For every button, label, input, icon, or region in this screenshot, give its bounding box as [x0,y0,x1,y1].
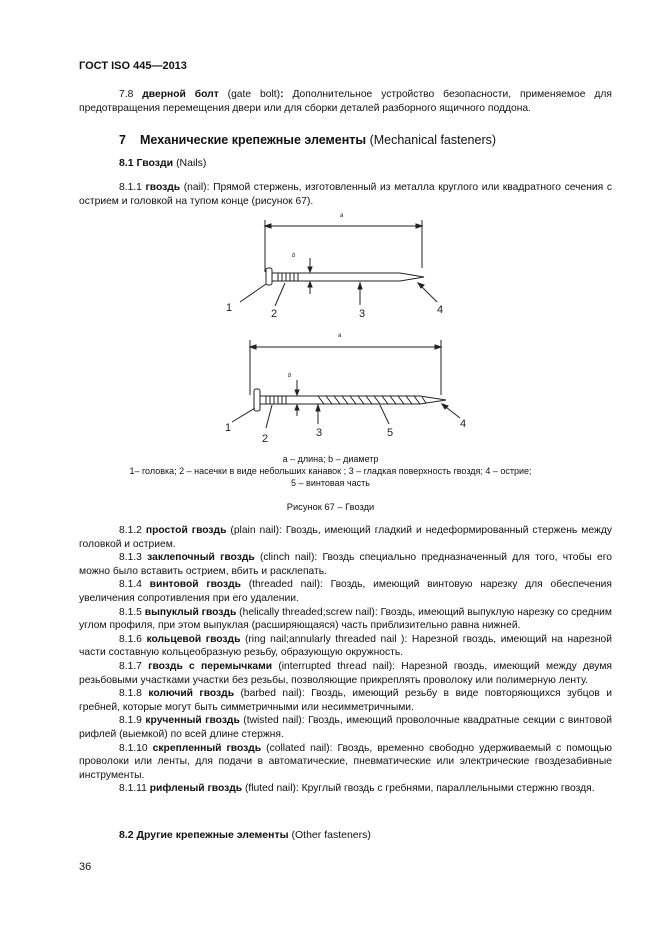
term-number: 8.1.11 [119,783,147,795]
label-4-bottom: 4 [460,418,467,430]
term-english: (barbed nail): [240,688,305,700]
term-definition: Прямой стержень, изготовленный из металла круглого или квадратного сечения с острием и головкой на тупом конце (рисунок 67). [79,182,612,207]
term-paragraph [79,551,612,578]
term-english: (plain nail): [230,525,282,536]
term-number: 8.1.9 [119,715,142,727]
term-number: 8.1.4 [119,579,142,591]
nail-shank-icon [272,273,424,281]
section-number: 7 [119,133,126,147]
label-4-top: 4 [437,304,444,316]
term-paragraph [79,714,612,741]
figure-caption-line2: 1– головка; 2 – насечки в виде небольших канавок ; 3 – гладкая поверхность гвоздя; 4 – острие; [129,466,532,476]
term-definition: Гвоздь, временно свободно удерживаемый с помощью проволоки или ленты, для подачи в автоматические, пневматические или электрические гвоздезабивные инструменты. [79,742,612,781]
label-2-bottom: 2 [262,433,269,445]
term-paragraph [79,578,612,605]
term-paragraph [79,660,612,687]
label-5-bottom: 5 [387,427,394,439]
nail-head-icon [266,268,272,285]
label-3-bottom: 3 [316,427,323,439]
dim-b-label-top: b [292,253,296,259]
term-english: (nail): [183,182,210,193]
dim-a-label-top: a [340,213,344,219]
term-english: (helically threaded;screw nail): [239,606,378,618]
term-name: простой гвоздь [145,525,227,536]
term-name: гвоздь [145,182,181,193]
term-number: 8.1.8 [119,688,142,700]
term-number: 8.1.5 [119,606,142,618]
subsection-english: (Other fasteners) [291,829,371,841]
figure-caption-line3: 5 – винтовая часть [291,478,370,488]
term-definition: Нарезной гвоздь, имеющий на нарезной части составную кольцеобразную резьбу, образующую окружность. [79,633,612,659]
term-definition: Гвоздь, имеющий проволочные квадратные секции с винтовой рифлей (выемкой) по всей длине стержня. [79,715,612,740]
label-1-top: 1 [226,302,233,314]
term-definition: Гвоздь, имеющий винтовую нарезку для обеспечения увеличения сопротивления при его удалении. [79,579,612,604]
term-number: 8.1.7 [119,660,142,672]
document-header: ГОСТ ISO 445—2013 [79,60,187,72]
term-number: 8.1.6 [119,633,142,645]
term-name: заклепочный гвоздь [147,552,255,564]
section-title: Механические крепежные элементы [140,133,367,147]
label-2-top: 2 [271,308,278,320]
page-number: 36 [79,861,92,873]
term-number: 8.1.2 [119,525,142,536]
term-english: (collated nail): [266,742,333,754]
section-english: (Mechanical fasteners) [369,133,497,147]
term-name: кольцевой гвоздь [146,633,241,645]
term-name: скрепленный гвоздь [152,742,262,754]
helical-thread-icon [318,396,426,404]
term-definition: Круглый гвоздь с гребнями, параллельными стержню гвоздя. [301,783,595,795]
term-name: крученный гвоздь [145,715,240,727]
term-definition: Нарезной гвоздь, имеющий между двумя резьбовыми участками участки без резьбы, позволяющие прикреплять проволоку или полимерную ленту. [79,660,612,686]
subsection-title: 8.1 Гвозди [119,157,174,169]
term-english: (fluted nail): [244,783,299,795]
term-paragraph [79,687,612,714]
term-english: (threaded nail): [248,579,323,591]
term-number: 8.1.3 [119,552,142,564]
term-name: колючий гвоздь [148,688,235,700]
terms-list [79,524,612,796]
subsection-title: 8.2 Другие крепежные элементы [119,829,289,841]
term-paragraph [79,742,612,783]
label-1-bottom: 1 [225,422,232,434]
dim-a-label-bottom: a [338,333,342,339]
figure-title: Рисунок 67 – Гвозди [286,502,375,512]
section-8-2-heading [119,829,371,843]
label-3-top: 3 [359,308,366,320]
term-number: 7.8 [119,89,134,100]
figure-caption-line1: a – длина; b – диаметр [282,454,379,464]
term-definition: Дополнительное устройство безопасности, применяемое для предотвращения перемещения двери или для сборки деталей разборного ящичного поддона. [79,89,612,114]
term-english: (gate bolt) [227,89,281,100]
term-name: гвоздь с перемычками [148,660,273,672]
term-paragraph [79,524,612,551]
term-paragraph [79,782,612,796]
term-definition: Гвоздь, имеющий резьбу в виде повторяющихся зубцов и гребней, которые могут быть симметричными или несимметричными. [79,688,612,713]
term-name: дверной болт [142,89,219,100]
term-colon: : [280,89,284,100]
term-definition: Гвоздь, имеющий выпуклую нарезку со средним углом профиля, при этом выпуклая (расширяющаяся) часть приблизительно равна нижней. [79,606,612,632]
term-name: винтовой гвоздь [149,579,241,591]
term-definition: Гвоздь, имеющий гладкий и недеформированный стержень между головкой и острием. [79,525,612,550]
subsection-english: (Nails) [176,157,207,169]
term-english: (clinch nail): [259,552,318,564]
term-name: рифленый гвоздь [149,783,243,795]
term-name: выпуклый гвоздь [144,606,237,618]
dim-b-label-bottom: b [288,373,292,379]
term-paragraph [79,633,612,660]
term-paragraph [79,606,612,633]
term-english: (ring nail;annularly threaded nail ): [244,633,408,645]
term-definition: Гвоздь специально предназначенный для того, чтобы его можно было вставить острием, вбить и расклепать. [79,552,612,577]
term-number: 8.1.10 [119,742,148,754]
term-english: (interrupted thread nail): [278,660,396,672]
term-number: 8.1.1 [119,182,142,193]
term-english: (twisted nail): [243,715,305,727]
